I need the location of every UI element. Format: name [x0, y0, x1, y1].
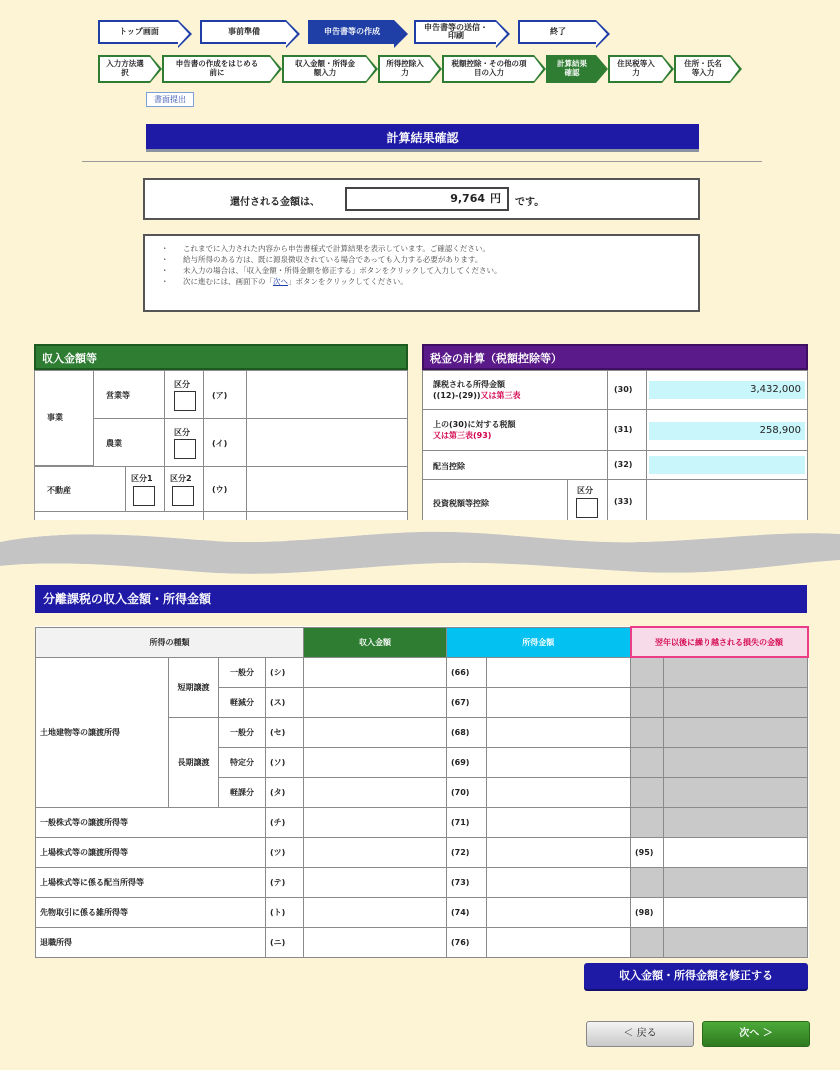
table-row	[36, 897, 808, 927]
step-create: 申告書等の作成	[308, 20, 394, 44]
table-row	[36, 867, 808, 897]
tax-code: (33)	[614, 497, 633, 506]
shotoku-value	[487, 807, 631, 837]
substep-before-start[interactable]: 申告書の作成をはじめる前に	[162, 55, 270, 83]
tax-value-cell	[646, 409, 808, 451]
header-kind: 所得の種類	[36, 627, 304, 657]
refund-suffix: です。	[515, 197, 545, 208]
tax-label-text: 上の(30)に対する税額	[433, 420, 516, 429]
code-label: (イ)	[212, 439, 228, 448]
next-button[interactable]: 次へ ＞	[702, 1021, 810, 1047]
tax-row-label	[433, 419, 515, 441]
short-term-label: 短期譲渡	[169, 657, 219, 717]
income-value	[304, 687, 447, 717]
note-item: ・ これまでに入力された内容から申告書様式で計算結果を表示しています。ご確認ください。	[161, 243, 698, 254]
step-send-print: 申告書等の送信・印刷	[414, 20, 496, 44]
substep-income-input[interactable]: 収入金額・所得金額入力	[282, 55, 366, 83]
nogyo-label: 農業	[106, 439, 122, 448]
realestate-label: 不動産	[47, 486, 71, 495]
sub-label: 一般分	[219, 717, 266, 747]
tax-label-cell	[422, 479, 568, 525]
shotoku-value	[487, 897, 631, 927]
sub-label: 一般分	[219, 657, 266, 687]
shotoku-value	[487, 657, 631, 687]
kubun-cell	[567, 479, 608, 525]
business-cell	[34, 370, 94, 466]
code-cell: (セ)	[266, 717, 304, 747]
kubun-label: 区分	[174, 380, 190, 389]
kubun-label: 区分	[174, 428, 190, 437]
income-table	[34, 370, 408, 520]
substep-tax-credit[interactable]: 税額控除・その他の項目の入力	[442, 55, 534, 83]
kubun-cell	[164, 370, 204, 419]
loss-no-cell	[631, 807, 664, 837]
realestate-cell	[34, 466, 126, 512]
loss-value	[664, 897, 808, 927]
code-cell: (ニ)	[266, 927, 304, 957]
loss-no-cell: (98)	[631, 897, 664, 927]
note-text: 次に進むには、画面下の「	[183, 277, 273, 286]
eigyo-cell	[93, 370, 165, 419]
loss-value	[664, 777, 808, 807]
tax-table	[422, 370, 808, 530]
shotoku-value	[487, 867, 631, 897]
loss-value	[664, 867, 808, 897]
tax-label-text: 課税される所得金額	[433, 380, 505, 389]
tax-section-title: 税金の計算（税額控除等）	[422, 344, 808, 370]
sub-label: 軽課分	[219, 777, 266, 807]
tax-label-formula: ((12)-(29))	[433, 391, 481, 400]
income-value	[304, 747, 447, 777]
code-cell: (テ)	[266, 867, 304, 897]
note-item: ・ 給与所得のある方は、既に源泉徴収されている場合であっても入力する必要があります。	[161, 254, 698, 265]
code-cell	[203, 370, 247, 419]
loss-value	[664, 837, 808, 867]
divider	[82, 161, 762, 162]
tax-value	[649, 456, 805, 474]
header-shotoku: 所得金額	[447, 627, 631, 657]
shotoku-value	[487, 837, 631, 867]
kind-label: 上場株式等に係る配当所得等	[36, 867, 266, 897]
loss-no-cell: (95)	[631, 837, 664, 867]
kubun-input[interactable]	[576, 498, 598, 518]
income-value	[304, 777, 447, 807]
substep-address-name: 住所・氏名等入力	[674, 55, 730, 83]
tax-code-cell	[607, 409, 647, 451]
tax-code: (32)	[614, 460, 633, 469]
back-button[interactable]: ＜ 戻る	[586, 1021, 694, 1047]
next-inline-link[interactable]: 次へ	[273, 277, 288, 286]
kind-label: 先物取引に係る雑所得等	[36, 897, 266, 927]
loss-no-cell	[631, 867, 664, 897]
kubun1-label: 区分1	[131, 474, 153, 483]
value-cell	[246, 418, 408, 467]
loss-value	[664, 807, 808, 837]
code-label: (ウ)	[212, 485, 228, 494]
kubun1-cell	[125, 466, 165, 512]
tax-label-cell	[422, 409, 608, 451]
no-cell: (71)	[447, 807, 487, 837]
tax-value-cell	[646, 479, 808, 525]
kind-label: 退職所得	[36, 927, 266, 957]
shotoku-value	[487, 777, 631, 807]
code-cell	[203, 418, 247, 467]
note-text: 未入力の場合は、「収入金額・所得金額を修正する」ボタンをクリックして入力してください。	[183, 266, 502, 275]
tax-value: 258,900	[649, 422, 805, 440]
loss-no-cell	[631, 927, 664, 957]
separate-section-title: 分離課税の収入金額・所得金額	[35, 585, 807, 613]
shotoku-value	[487, 927, 631, 957]
shotoku-value	[487, 717, 631, 747]
refund-label: 還付される金額は、	[230, 197, 320, 208]
income-value	[304, 717, 447, 747]
code-cell: (シ)	[266, 657, 304, 687]
tax-code-cell	[607, 370, 647, 410]
loss-no-cell	[631, 687, 664, 717]
eigyo-label: 営業等	[106, 391, 130, 400]
torn-edge	[0, 520, 840, 580]
code-label: (ア)	[212, 391, 228, 400]
value-cell	[246, 370, 408, 419]
code-cell: (ス)	[266, 687, 304, 717]
step-preparation[interactable]: 事前準備	[200, 20, 286, 44]
table-row	[36, 837, 808, 867]
kubun2-input[interactable]	[172, 486, 194, 506]
kubun-label: 区分	[577, 486, 593, 495]
refund-summary	[143, 178, 700, 220]
yen-unit: 円	[490, 192, 501, 205]
no-cell: (66)	[447, 657, 487, 687]
substep-resident-tax: 住民税等入力	[608, 55, 662, 83]
no-cell: (67)	[447, 687, 487, 717]
loss-value	[664, 687, 808, 717]
shotoku-value	[487, 747, 631, 777]
notes-box	[143, 234, 700, 312]
code-cell: (チ)	[266, 807, 304, 837]
tax-label-note: 又は第三表	[480, 391, 521, 400]
nogyo-cell	[93, 418, 165, 467]
loss-value	[664, 657, 808, 687]
fix-income-button[interactable]: 収入金額・所得金額を修正する	[584, 963, 808, 989]
loss-no-cell	[631, 747, 664, 777]
table-header-row	[36, 627, 808, 657]
code-cell	[203, 466, 247, 512]
income-value	[304, 807, 447, 837]
no-cell: (68)	[447, 717, 487, 747]
step-top[interactable]: トップ画面	[98, 20, 178, 44]
code-cell: (ソ)	[266, 747, 304, 777]
kubun-cell	[164, 418, 204, 467]
tax-value-cell	[646, 450, 808, 480]
kubun2-cell	[164, 466, 204, 512]
code-cell: (ト)	[266, 897, 304, 927]
no-cell: (74)	[447, 897, 487, 927]
note-item	[161, 276, 698, 287]
code-cell: (タ)	[266, 777, 304, 807]
kind-label: 一般株式等の譲渡所得等	[36, 807, 266, 837]
kubun2-label: 区分2	[170, 474, 192, 483]
tax-code: (30)	[614, 385, 633, 394]
refund-amount-box	[345, 187, 509, 211]
tax-code-cell	[607, 479, 647, 525]
tax-label-cell	[422, 450, 608, 480]
header-income: 収入金額	[304, 627, 447, 657]
step-end: 終了	[518, 20, 596, 44]
loss-no-cell	[631, 777, 664, 807]
substep-deduction-input[interactable]: 所得控除入力	[378, 55, 430, 83]
kind-label: 上場株式等の譲渡所得等	[36, 837, 266, 867]
page-title: 計算結果確認	[146, 124, 699, 152]
tax-code: (31)	[614, 425, 633, 434]
tax-value-cell	[646, 370, 808, 410]
tax-label-text: 投資税額等控除	[433, 499, 489, 508]
tax-label-cell	[422, 370, 608, 410]
value-cell	[246, 466, 408, 512]
sub-label: 特定分	[219, 747, 266, 777]
loss-no-cell	[631, 717, 664, 747]
income-value	[304, 837, 447, 867]
no-cell: (72)	[447, 837, 487, 867]
loss-no-cell	[631, 657, 664, 687]
tax-row-label	[433, 379, 521, 401]
no-cell: (70)	[447, 777, 487, 807]
note-text: 」ボタンをクリックしてください。	[288, 277, 408, 286]
separate-income-table	[35, 626, 809, 958]
shotoku-value	[487, 687, 631, 717]
no-cell: (76)	[447, 927, 487, 957]
code-cell: (ツ)	[266, 837, 304, 867]
table-row	[36, 657, 808, 687]
table-row	[36, 807, 808, 837]
table-row	[36, 927, 808, 957]
note-item	[161, 265, 698, 276]
income-value	[304, 867, 447, 897]
kubun-input[interactable]	[174, 391, 196, 411]
tax-label-note: 又は第三表(93)	[433, 431, 492, 440]
loss-value	[664, 747, 808, 777]
tax-code-cell	[607, 450, 647, 480]
sub-label: 軽減分	[219, 687, 266, 717]
business-label: 事業	[47, 413, 63, 422]
substep-input-method[interactable]: 入力方法選択	[98, 55, 150, 83]
long-term-label: 長期譲渡	[169, 717, 219, 807]
refund-amount: 9,764	[450, 192, 485, 205]
land-label: 土地建物等の譲渡所得	[36, 657, 169, 807]
kubun1-input[interactable]	[133, 486, 155, 506]
no-cell: (69)	[447, 747, 487, 777]
income-value	[304, 897, 447, 927]
income-value	[304, 927, 447, 957]
kubun-input[interactable]	[174, 439, 196, 459]
income-value	[304, 657, 447, 687]
substep-result-confirm: 計算結果確認	[546, 55, 596, 83]
loss-value	[664, 717, 808, 747]
tax-value: 3,432,000	[649, 381, 805, 399]
paper-submit-link[interactable]: 書面提出	[146, 92, 194, 107]
no-cell: (73)	[447, 867, 487, 897]
loss-value	[664, 927, 808, 957]
tax-label-text: 配当控除	[433, 462, 465, 471]
income-section-title: 収入金額等	[34, 344, 408, 370]
header-loss: 翌年以後に繰り越される損失の金額	[631, 627, 808, 657]
